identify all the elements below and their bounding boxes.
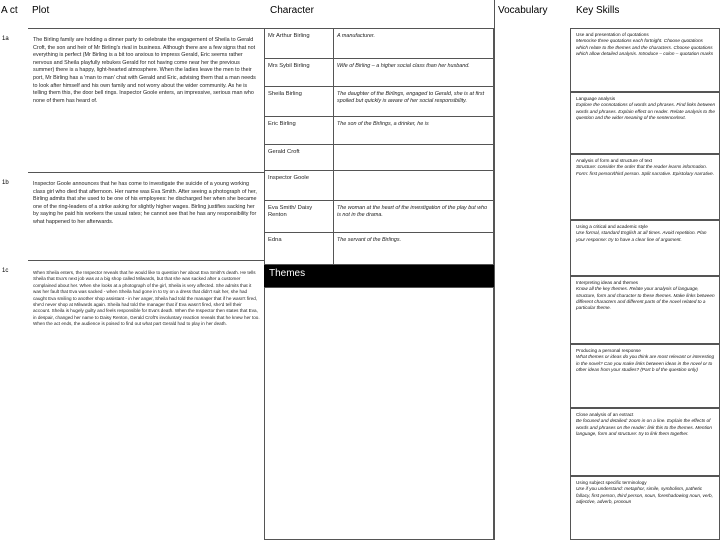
character-description: The son of the Birlings, a drinker, he is <box>334 117 494 145</box>
skill-body: What themes or ideas do you think are most relevant or interesting in the novel? Can you make links between ideas in the novel or to other ideas from your studies? (Part b of the question only) <box>576 354 715 372</box>
skill-heading: Using subject specific terminology <box>576 480 647 485</box>
vocabulary-column-header: Vocabulary <box>498 5 548 16</box>
character-description: The servant of the Birlings. <box>334 233 494 265</box>
skill-box-terminology <box>570 476 720 540</box>
skill-body: Explore the connotations of words and phrases. Find links between words and phrases. Explain effect on reader. Relate analysis to the question and the wider meaning of the sentence/text. <box>576 102 716 120</box>
character-name: Gerald Croft <box>265 145 334 171</box>
plot-act-1c <box>28 260 264 540</box>
skill-body: Use if you understand: metaphor, simile, symbolism, pathetic fallacy, first person, third person, noun, foreshadowing noun, verb, adjective, adverb, pronoun <box>576 486 713 504</box>
skill-heading: Use and presentation of quotations <box>576 32 649 37</box>
act-label-1c: 1c <box>2 268 9 274</box>
key-skills-column-header: Key Skills <box>576 5 620 16</box>
skill-heading: Interpreting ideas and themes <box>576 280 639 285</box>
skill-body: Be focused and detailed: zoom in on a line. Explain the effects of words and phrases on the reader: link this to the themes. Mention language, form and structure: try to link them together. <box>576 418 713 436</box>
character-row <box>265 59 494 87</box>
skill-box-extract-analysis <box>570 408 720 476</box>
skill-box-personal-response <box>570 344 720 408</box>
character-description: Wife of Birling – a higher social class than her husband. <box>334 59 494 87</box>
character-row <box>265 233 494 265</box>
skill-heading: Producing a personal response <box>576 348 641 353</box>
character-name: Mr Arthur Birling <box>265 29 334 59</box>
character-name: Sheila Birling <box>265 87 334 117</box>
skill-body: Memorise three quotations each fortnight. Choose quotations which relate to the themes and the characters. Choose quotations which allow detailed analysis. Introduce – colon – quotation marks <box>576 38 714 56</box>
character-name: Mrs Sybil Birling <box>265 59 334 87</box>
character-row <box>265 87 494 117</box>
skill-heading: Language analysis <box>576 96 616 101</box>
character-column-header: Character <box>270 5 314 16</box>
themes-area <box>264 287 494 540</box>
act-label-1a: 1a <box>2 36 9 42</box>
act-label-1b: 1b <box>2 180 9 186</box>
character-description <box>334 145 494 171</box>
plot-text-1b: Inspector Goole announces that he has come to investigate the suicide of a young working class girl who died that afternoon. Her name was Eva Smith. After seeing a photograph of her, Birling admits that she used to be one of his employees: he discharged her when she became one of the ring-leaders of a strike asking for slightly higher wages. Birling justifies sacking her by saying he paid his workers the usual rates; he cannot see that he has any responsibility for what happened to her afterwards. <box>33 181 257 225</box>
character-description: A manufacturer. <box>334 29 494 59</box>
skill-box-quotations <box>570 28 720 92</box>
character-name: Eric Birling <box>265 117 334 145</box>
character-description <box>334 171 494 201</box>
skill-box-language <box>570 92 720 154</box>
skill-box-form-structure <box>570 154 720 220</box>
skill-box-ideas-themes <box>570 276 720 344</box>
character-row <box>265 171 494 201</box>
plot-text-1a: The Birling family are holding a dinner party to celebrate the engagement of Sheila to Gerald Croft, the son and heir of Mr Birling's rival in business. Although there are a few signs that not everything is perfect (Mr Birling is a bit too anxious to impress Gerald, Eric seems rather nervous and Sheila playfully rebukes Gerald for not having come near her the previous summer) there is a happy, light-hearted atmosphere. When the ladies leave the men to their port, Mr Birling has a 'man to man' chat with Gerald and Eric, advising them that a man needs to look after himself and his own family and not worry about the wider community. As he is telling them this, the door bell rings. Inspector Goole enters, an impressive, serious man who none of them has heard of. <box>33 37 256 104</box>
skill-body: Know all the key themes. Relate your analysis of language, structure, form and character to these themes. Make links between different characters and different parts of the novel related to a particular theme. <box>576 286 715 311</box>
vocabulary-area <box>494 0 570 540</box>
character-name: Inspector Goole <box>265 171 334 201</box>
plot-act-1b <box>28 172 264 260</box>
skill-heading: Close analysis of an extract <box>576 412 634 417</box>
skill-box-academic-style <box>570 220 720 276</box>
character-description: The woman at the heart of the investigation of the play but who is not in the drama. <box>334 201 494 233</box>
character-name: Edna <box>265 233 334 265</box>
skill-heading: Analysis of form and structure of text <box>576 158 653 163</box>
plot-text-1c: When Sheila enters, the Inspector reveals that he would like to question her about Eva Smith's death. He tells Sheila that Eva's next job was at a big shop called Milwards, but that she was sacked after a customer complained about her. When she looks at a photograph of the girl, Sheila is very affected. She admits that it was her fault that Eva was sacked - when Sheila had gone in to try on a dress that didn't suit her, she had caught Eva smiling to another shop assistant - in her anger, Sheila had told the manager that if he wasn't fired, she'd never shop at Milwards again. Sheila had told the manager that if Eva wasn't fired, she'd tell their account. Sheila is hugely guilty and feels responsible for Eva's death. When the Inspector then states that Eva, in despair, changed her name to Daisy Renton, Gerald Croft's involuntary reaction reveals that he knew her too. When the act ends, the audience is poised to find out what part Gerald had to play in her death. <box>33 270 260 327</box>
character-row <box>265 145 494 171</box>
character-row <box>265 201 494 233</box>
skill-heading: Using a critical and academic style <box>576 224 648 229</box>
character-row <box>265 117 494 145</box>
character-row <box>265 29 494 59</box>
plot-act-1a <box>28 28 264 172</box>
themes-header: Themes <box>264 265 494 287</box>
character-description: The daughter of the Birlings, engaged to Gerald, she is at first spoiled but quickly is aware of her social responsibility. <box>334 87 494 117</box>
skill-body: Structure: consider the order that the reader learns information. Form: first person/third person. Split narrative. Epistolary narrative. <box>576 164 715 176</box>
plot-column-header: Plot <box>32 5 50 16</box>
character-table <box>264 28 494 265</box>
act-column-header: A ct <box>1 5 18 16</box>
character-name: Eva Smith/ Daisy Renton <box>265 201 334 233</box>
skill-body: Use formal, standard English at all times. Avoid repetition. Plan your response: try to have a clear line of argument. <box>576 230 707 242</box>
